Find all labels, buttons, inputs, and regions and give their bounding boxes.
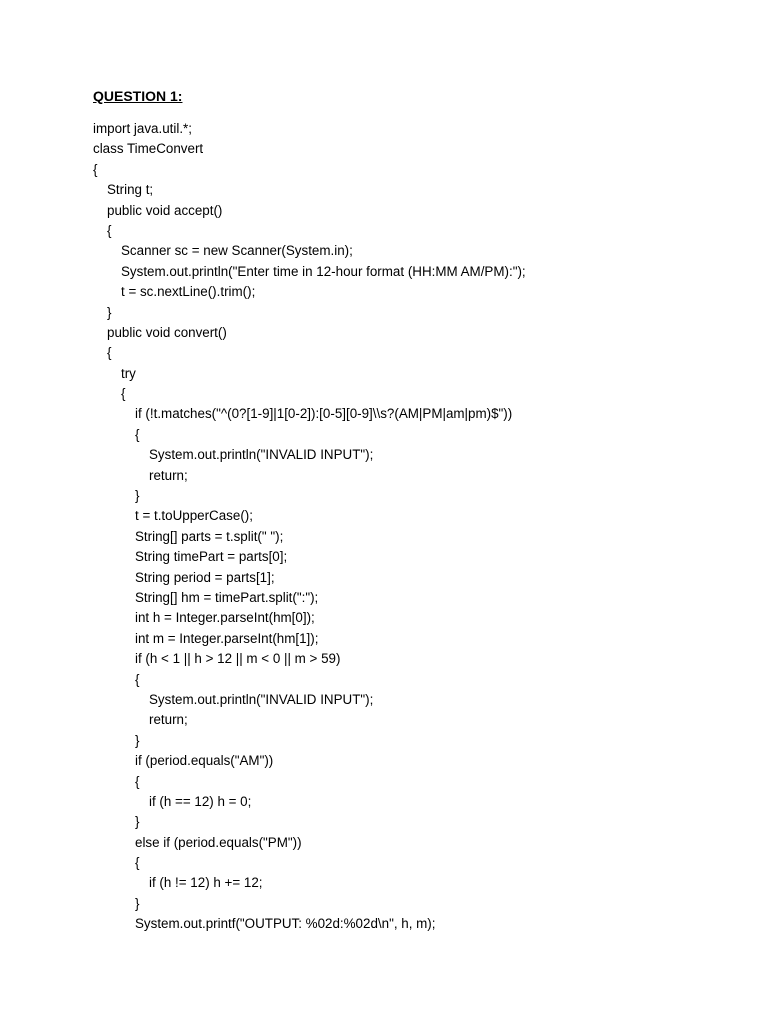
code-line: String[] parts = t.split(" "); — [135, 528, 284, 544]
code-line: String t; — [107, 182, 154, 198]
code-line: { — [135, 426, 140, 442]
code-line: int h = Integer.parseInt(hm[0]); — [135, 610, 315, 626]
code-line: class TimeConvert — [93, 141, 204, 157]
code-line: { — [135, 671, 140, 687]
code-line: return; — [149, 712, 188, 728]
code-line: t = sc.nextLine().trim(); — [121, 284, 256, 300]
code-line: if (period.equals("AM")) — [135, 753, 274, 769]
code-line: System.out.println("INVALID INPUT"); — [149, 691, 374, 707]
code-line: { — [93, 161, 98, 177]
code-line: } — [107, 304, 112, 320]
code-line: String period = parts[1]; — [135, 569, 275, 585]
code-line: { — [135, 773, 140, 789]
code-line: if (h == 12) h = 0; — [149, 793, 252, 809]
code-line: if (h != 12) h += 12; — [149, 875, 263, 891]
code-line: Scanner sc = new Scanner(System.in); — [121, 243, 353, 259]
code-line: int m = Integer.parseInt(hm[1]); — [135, 630, 319, 646]
code-line: } — [135, 814, 140, 830]
code-line: t = t.toUpperCase(); — [135, 508, 253, 524]
code-line: System.out.printf("OUTPUT: %02d:%02d\n", h, m); — [135, 916, 436, 932]
code-line: if (h < 1 || h > 12 || m < 0 || m > 59) — [135, 651, 341, 667]
code-line: String timePart = parts[0]; — [135, 549, 288, 565]
code-line: return; — [149, 467, 188, 483]
code-line: import java.util.*; — [93, 121, 192, 136]
code-line: } — [135, 895, 140, 911]
code-line: else if (period.equals("PM")) — [135, 834, 302, 850]
code-line: } — [135, 488, 140, 504]
code-line: String[] hm = timePart.split(":"); — [135, 589, 319, 605]
code-line: if (!t.matches("^(0?[1-9]|1[0-2]):[0-5][0-9]\\s?(AM|PM|am|pm)$")) — [135, 406, 513, 422]
code-line: { — [121, 386, 126, 402]
code-listing — [93, 119, 526, 935]
code-line: public void accept() — [107, 202, 223, 218]
question-heading: QUESTION 1: — [93, 88, 183, 104]
code-line: try — [121, 365, 136, 381]
code-line: } — [135, 732, 140, 748]
code-line: { — [107, 345, 112, 361]
code-line: System.out.println("INVALID INPUT"); — [149, 447, 374, 463]
code-line: System.out.println("Enter time in 12-hour format (HH:MM AM/PM):"); — [121, 263, 526, 279]
code-line: { — [135, 855, 140, 871]
code-line: public void convert() — [107, 324, 227, 340]
code-line: { — [107, 222, 112, 238]
